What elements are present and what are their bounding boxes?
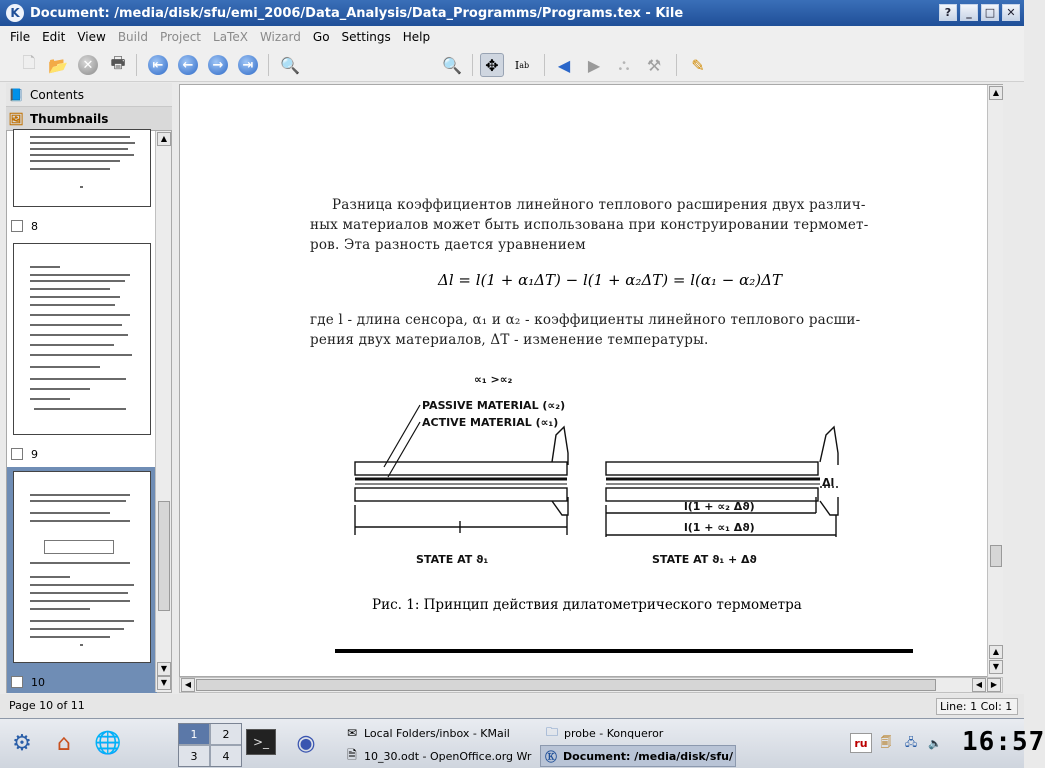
clock[interactable]: 16:57 xyxy=(962,727,1045,757)
folder-icon: 🗀 xyxy=(545,724,558,739)
book-icon: 📘 xyxy=(8,87,24,102)
help-window-button[interactable]: ? xyxy=(939,4,957,21)
thumbnail-label-8[interactable]: 8 xyxy=(11,215,38,237)
task-openoffice[interactable]: 🗎 10_30.odt - OpenOffice.org Wr xyxy=(342,745,538,767)
menu-build[interactable]: Build xyxy=(117,30,148,44)
zoom-in-icon[interactable]: 🔍 xyxy=(280,55,300,75)
toolbar-separator xyxy=(268,54,269,76)
tab-contents-label: Contents xyxy=(30,87,84,102)
main-toolbar xyxy=(0,48,1024,82)
figure-label-dim1: l(1 + ∝₂ Δϑ) xyxy=(684,500,755,513)
figure-state-right: STATE AT ϑ₁ + Δϑ xyxy=(652,553,757,566)
scroll-down-icon[interactable]: ▼ xyxy=(157,662,171,676)
menu-bar xyxy=(0,26,1024,48)
scroll-up-icon[interactable]: ▲ xyxy=(157,132,171,146)
previous-page-icon[interactable]: ← xyxy=(176,53,200,77)
tools-icon[interactable]: ⚒ xyxy=(646,55,662,75)
task-kmail[interactable]: ✉ Local Folders/inbox - KMail xyxy=(342,722,538,744)
figure-caption: Рис. 1: Принцип действия дилатометрического термометра xyxy=(372,597,802,613)
menu-file[interactable]: File xyxy=(10,30,31,44)
task-kile[interactable]: Ⓚ Document: /media/disk/sfu/ xyxy=(540,745,736,767)
document-icon: 🗎 xyxy=(347,747,357,762)
task-konqueror[interactable]: 🗀 probe - Konqueror xyxy=(545,724,664,740)
document-horizontal-scrollbar[interactable] xyxy=(179,677,1003,693)
toolbar-separator xyxy=(676,54,677,76)
checkbox[interactable] xyxy=(11,220,23,232)
menu-settings[interactable]: Settings xyxy=(341,30,391,44)
next-page-icon[interactable]: → xyxy=(206,53,230,77)
menu-wizard[interactable]: Wizard xyxy=(259,30,301,44)
page-rule xyxy=(335,649,913,653)
browse-tool-icon[interactable]: ✥ xyxy=(480,53,504,77)
stop-icon[interactable]: ✕ xyxy=(76,53,100,77)
minimize-button[interactable]: _ xyxy=(960,4,978,21)
desktop-2[interactable]: 2 xyxy=(211,724,241,744)
scroll-left-icon[interactable]: ◀ xyxy=(972,678,986,692)
menu-edit[interactable]: Edit xyxy=(42,30,66,44)
first-page-icon[interactable]: ⇤ xyxy=(146,53,170,77)
thumbnail-label-9[interactable]: 9 xyxy=(11,443,38,465)
zoom-out-icon[interactable]: 🔍 xyxy=(442,55,462,75)
toolbar-separator xyxy=(472,54,473,76)
last-page-icon[interactable]: ⇥ xyxy=(236,53,260,77)
thumbnail-page-8[interactable] xyxy=(13,129,151,207)
tab-thumbnails-label: Thumbnails xyxy=(30,111,109,126)
menu-project[interactable]: Project xyxy=(159,30,202,44)
print-icon[interactable]: 🖶 xyxy=(110,52,126,72)
status-bar xyxy=(0,694,1024,718)
thumbnail-scrollbar[interactable] xyxy=(155,131,171,692)
thumbnail-scroll-thumb[interactable] xyxy=(158,501,170,611)
klipper-icon[interactable]: 🗐 xyxy=(880,735,892,749)
konqueror-icon[interactable]: 🌐 xyxy=(94,730,122,756)
close-button[interactable]: ✕ xyxy=(1002,4,1020,21)
title-bar xyxy=(0,0,1024,26)
equation: Δl = l(1 + α₁ΔT) − l(1 + α₂ΔT) = l(α₁ − α₂)ΔT xyxy=(438,271,782,289)
menu-go[interactable]: Go xyxy=(312,30,330,44)
tab-thumbnails[interactable] xyxy=(6,107,172,131)
thumbnail-panel xyxy=(6,130,172,693)
mail-icon: ✉ xyxy=(346,726,358,740)
dilatometric-thermometer-figure xyxy=(340,365,860,575)
tab-contents[interactable] xyxy=(6,83,172,107)
thumbnails-icon: 🖼 xyxy=(8,111,24,126)
window-title: Document: /media/disk/sfu/emi_2006/Data_Analysis/Data_Programms/Programs.tex - Kile xyxy=(30,5,684,21)
kde-menu-icon[interactable]: ⚙ xyxy=(12,730,32,756)
desktop-4[interactable]: 4 xyxy=(211,746,241,766)
menu-latex[interactable]: LaTeX xyxy=(213,30,248,44)
volume-icon[interactable]: 🔈 xyxy=(928,736,942,750)
thumbnail-page-9[interactable] xyxy=(13,243,151,435)
back-icon[interactable]: ◀ xyxy=(557,55,571,75)
document-vertical-scrollbar[interactable] xyxy=(987,85,1003,677)
forward-search-icon[interactable]: ⛬ xyxy=(618,55,630,74)
edit-icon[interactable]: ✎ xyxy=(691,55,705,75)
maximize-button[interactable]: □ xyxy=(981,4,999,21)
home-icon[interactable]: ⌂ xyxy=(57,730,71,756)
paragraph-1: Разница коэффициентов линейного теплового расширения двух различ- ных материалов может быть использована при конструировании термомет- ров. Эта разность дается уравнением xyxy=(310,197,869,253)
figure-label-dim2: l(1 + ∝₁ Δϑ) xyxy=(684,521,755,534)
figure-label-active: ACTIVE MATERIAL (∝₁) xyxy=(422,416,559,429)
menu-view[interactable]: View xyxy=(77,30,106,44)
checkbox[interactable] xyxy=(11,676,23,688)
checkbox[interactable] xyxy=(11,448,23,460)
text-select-icon[interactable]: I ab xyxy=(514,58,530,72)
figure-label-passive: PASSIVE MATERIAL (∝₂) xyxy=(422,399,566,412)
network-icon[interactable]: 🖧 xyxy=(904,735,918,749)
document-scroll-thumb[interactable] xyxy=(990,545,1002,567)
kopete-icon[interactable]: ◉ xyxy=(296,730,316,756)
scroll-up-icon[interactable]: ▲ xyxy=(989,645,1003,659)
desktop-3[interactable]: 3 xyxy=(179,746,209,766)
scroll-down-icon[interactable]: ▼ xyxy=(157,676,171,690)
new-document-icon[interactable]: 🗋 xyxy=(22,52,36,72)
taskbar xyxy=(0,718,1045,768)
figure-label-delta-l: Δl xyxy=(822,476,835,489)
thumbnail-page-10[interactable] xyxy=(13,471,151,663)
document-view[interactable] xyxy=(179,84,1003,677)
desktop-pager xyxy=(178,723,242,767)
scroll-right-icon[interactable]: ▶ xyxy=(987,678,1001,692)
cursor-position: Line: 1 Col: 1 xyxy=(936,698,1018,715)
scroll-left-icon[interactable]: ◀ xyxy=(181,678,195,692)
open-folder-icon[interactable]: 📂 xyxy=(48,55,68,75)
paragraph-2: где l - длина сенсора, α₁ и α₂ - коэффициенты линейного теплового расши- рения двух материалов, ΔT - изменение температуры. xyxy=(310,312,861,348)
horizontal-scroll-thumb[interactable] xyxy=(196,679,936,691)
figure-alpha-relation: ∝₁ >∝₂ xyxy=(474,373,513,386)
toolbar-separator xyxy=(544,54,545,76)
forward-icon[interactable]: ▶ xyxy=(587,55,601,75)
language-indicator[interactable]: ru xyxy=(850,733,872,753)
kile-app-icon[interactable]: K xyxy=(6,4,24,22)
thumbnail-label-10[interactable]: 10 xyxy=(11,671,45,693)
scroll-down-icon[interactable]: ▼ xyxy=(989,660,1003,674)
page-status: Page 10 of 11 xyxy=(9,699,85,712)
desktop-1[interactable]: 1 xyxy=(179,724,209,744)
kile-icon: Ⓚ xyxy=(544,749,557,764)
scroll-up-icon[interactable]: ▲ xyxy=(989,86,1003,100)
menu-help[interactable]: Help xyxy=(402,30,431,44)
terminal-icon[interactable]: >_ xyxy=(246,729,276,755)
toolbar-separator xyxy=(136,54,137,76)
figure-state-left: STATE AT ϑ₁ xyxy=(416,553,489,566)
